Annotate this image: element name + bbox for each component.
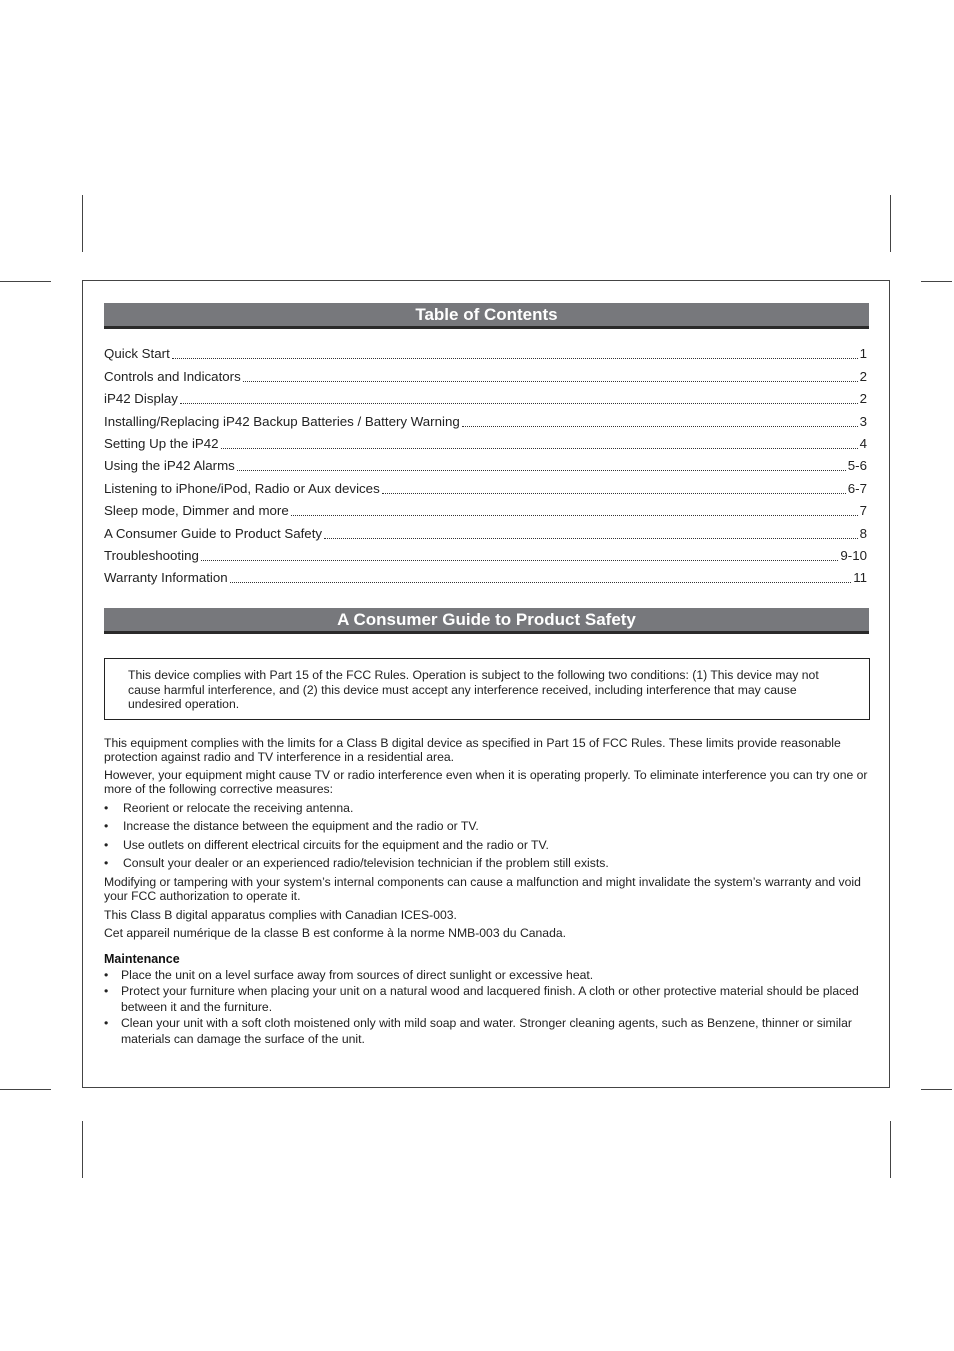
toc-entry[interactable]: [104, 452, 867, 474]
toc-entry[interactable]: [104, 430, 867, 452]
crop-mark: [921, 281, 952, 282]
toc-entry-title: Controls and Indicators: [104, 368, 241, 384]
crop-mark: [890, 1121, 891, 1178]
toc-entry-page: 4: [859, 435, 867, 451]
toc-entry-page: 7: [859, 503, 867, 519]
tampering-paragraph: Modifying or tampering with your system’s internal components can cause a malfunction and might invalidate the system’s warranty and void your FCC authorization to operate it.: [104, 875, 861, 903]
toc-entry[interactable]: [104, 519, 867, 541]
toc-entry-page: 9-10: [840, 547, 867, 563]
toc-entry[interactable]: [104, 542, 867, 564]
toc-entry[interactable]: [104, 474, 867, 496]
toc-entry-title: Sleep mode, Dimmer and more: [104, 503, 289, 519]
toc-list: [104, 340, 867, 586]
toc-entry-title: Listening to iPhone/iPod, Radio or Aux devices: [104, 480, 380, 496]
crop-mark: [0, 281, 51, 282]
crop-mark: [82, 1121, 83, 1178]
toc-entry-title: A Consumer Guide to Product Safety: [104, 525, 323, 541]
toc-entry-title: Quick Start: [104, 346, 170, 362]
maintenance-heading: Maintenance: [104, 952, 180, 966]
toc-entry-page: 5-6: [847, 458, 867, 474]
crop-mark: [890, 195, 891, 252]
toc-entry-title: Warranty Information: [104, 570, 228, 586]
toc-entry-page: 3: [859, 413, 867, 429]
toc-entry-page: 6-7: [847, 480, 867, 496]
compliance-paragraph: This equipment complies with the limits for a Class B digital device as specified in Part 15 of FCC Rules. These limits provide reasonable protection against radio and TV interference in a residential area.: [104, 736, 841, 764]
toc-entry-page: 1: [859, 346, 867, 362]
nmb-paragraph: Cet appareil numérique de la classe B est conforme à la norme NMB-003 du Canada.: [104, 926, 567, 940]
crop-mark: [82, 195, 83, 252]
toc-entry[interactable]: [104, 362, 867, 384]
toc-entry-page: 11: [853, 570, 867, 586]
crop-mark: [0, 1089, 51, 1090]
toc-entry-title: Setting Up the iP42: [104, 435, 219, 451]
toc-entry[interactable]: [104, 340, 867, 362]
toc-entry-title: Installing/Replacing iP42 Backup Batteries / Battery Warning: [104, 413, 460, 429]
interference-paragraph: However, your equipment might cause TV or radio interference even when it is operating properly. To eliminate interference you can try one or more of the following corrective measures:: [104, 768, 868, 796]
toc-entry-page: 2: [859, 368, 867, 384]
crop-mark: [921, 1089, 952, 1090]
toc-entry-title: iP42 Display: [104, 391, 178, 407]
toc-entry[interactable]: [104, 407, 867, 429]
toc-entry-page: 2: [859, 391, 867, 407]
toc-entry[interactable]: [104, 497, 867, 519]
toc-heading: Table of Contents: [104, 303, 869, 329]
toc-entry-title: Using the iP42 Alarms: [104, 458, 235, 474]
toc-entry[interactable]: [104, 385, 867, 407]
toc-entry-page: 8: [859, 525, 867, 541]
toc-entry[interactable]: [104, 564, 867, 586]
ices-paragraph: This Class B digital apparatus complies with Canadian ICES-003.: [104, 908, 457, 922]
toc-entry-title: Troubleshooting: [104, 547, 199, 563]
fcc-notice-box: This device complies with Part 15 of the FCC Rules. Operation is subject to the following two conditions: (1) This device may not cause harmful interference, and (2) this device must accept any interference received, including interference that may cause undesired operation.: [104, 658, 870, 720]
safety-heading: A Consumer Guide to Product Safety: [104, 608, 869, 634]
